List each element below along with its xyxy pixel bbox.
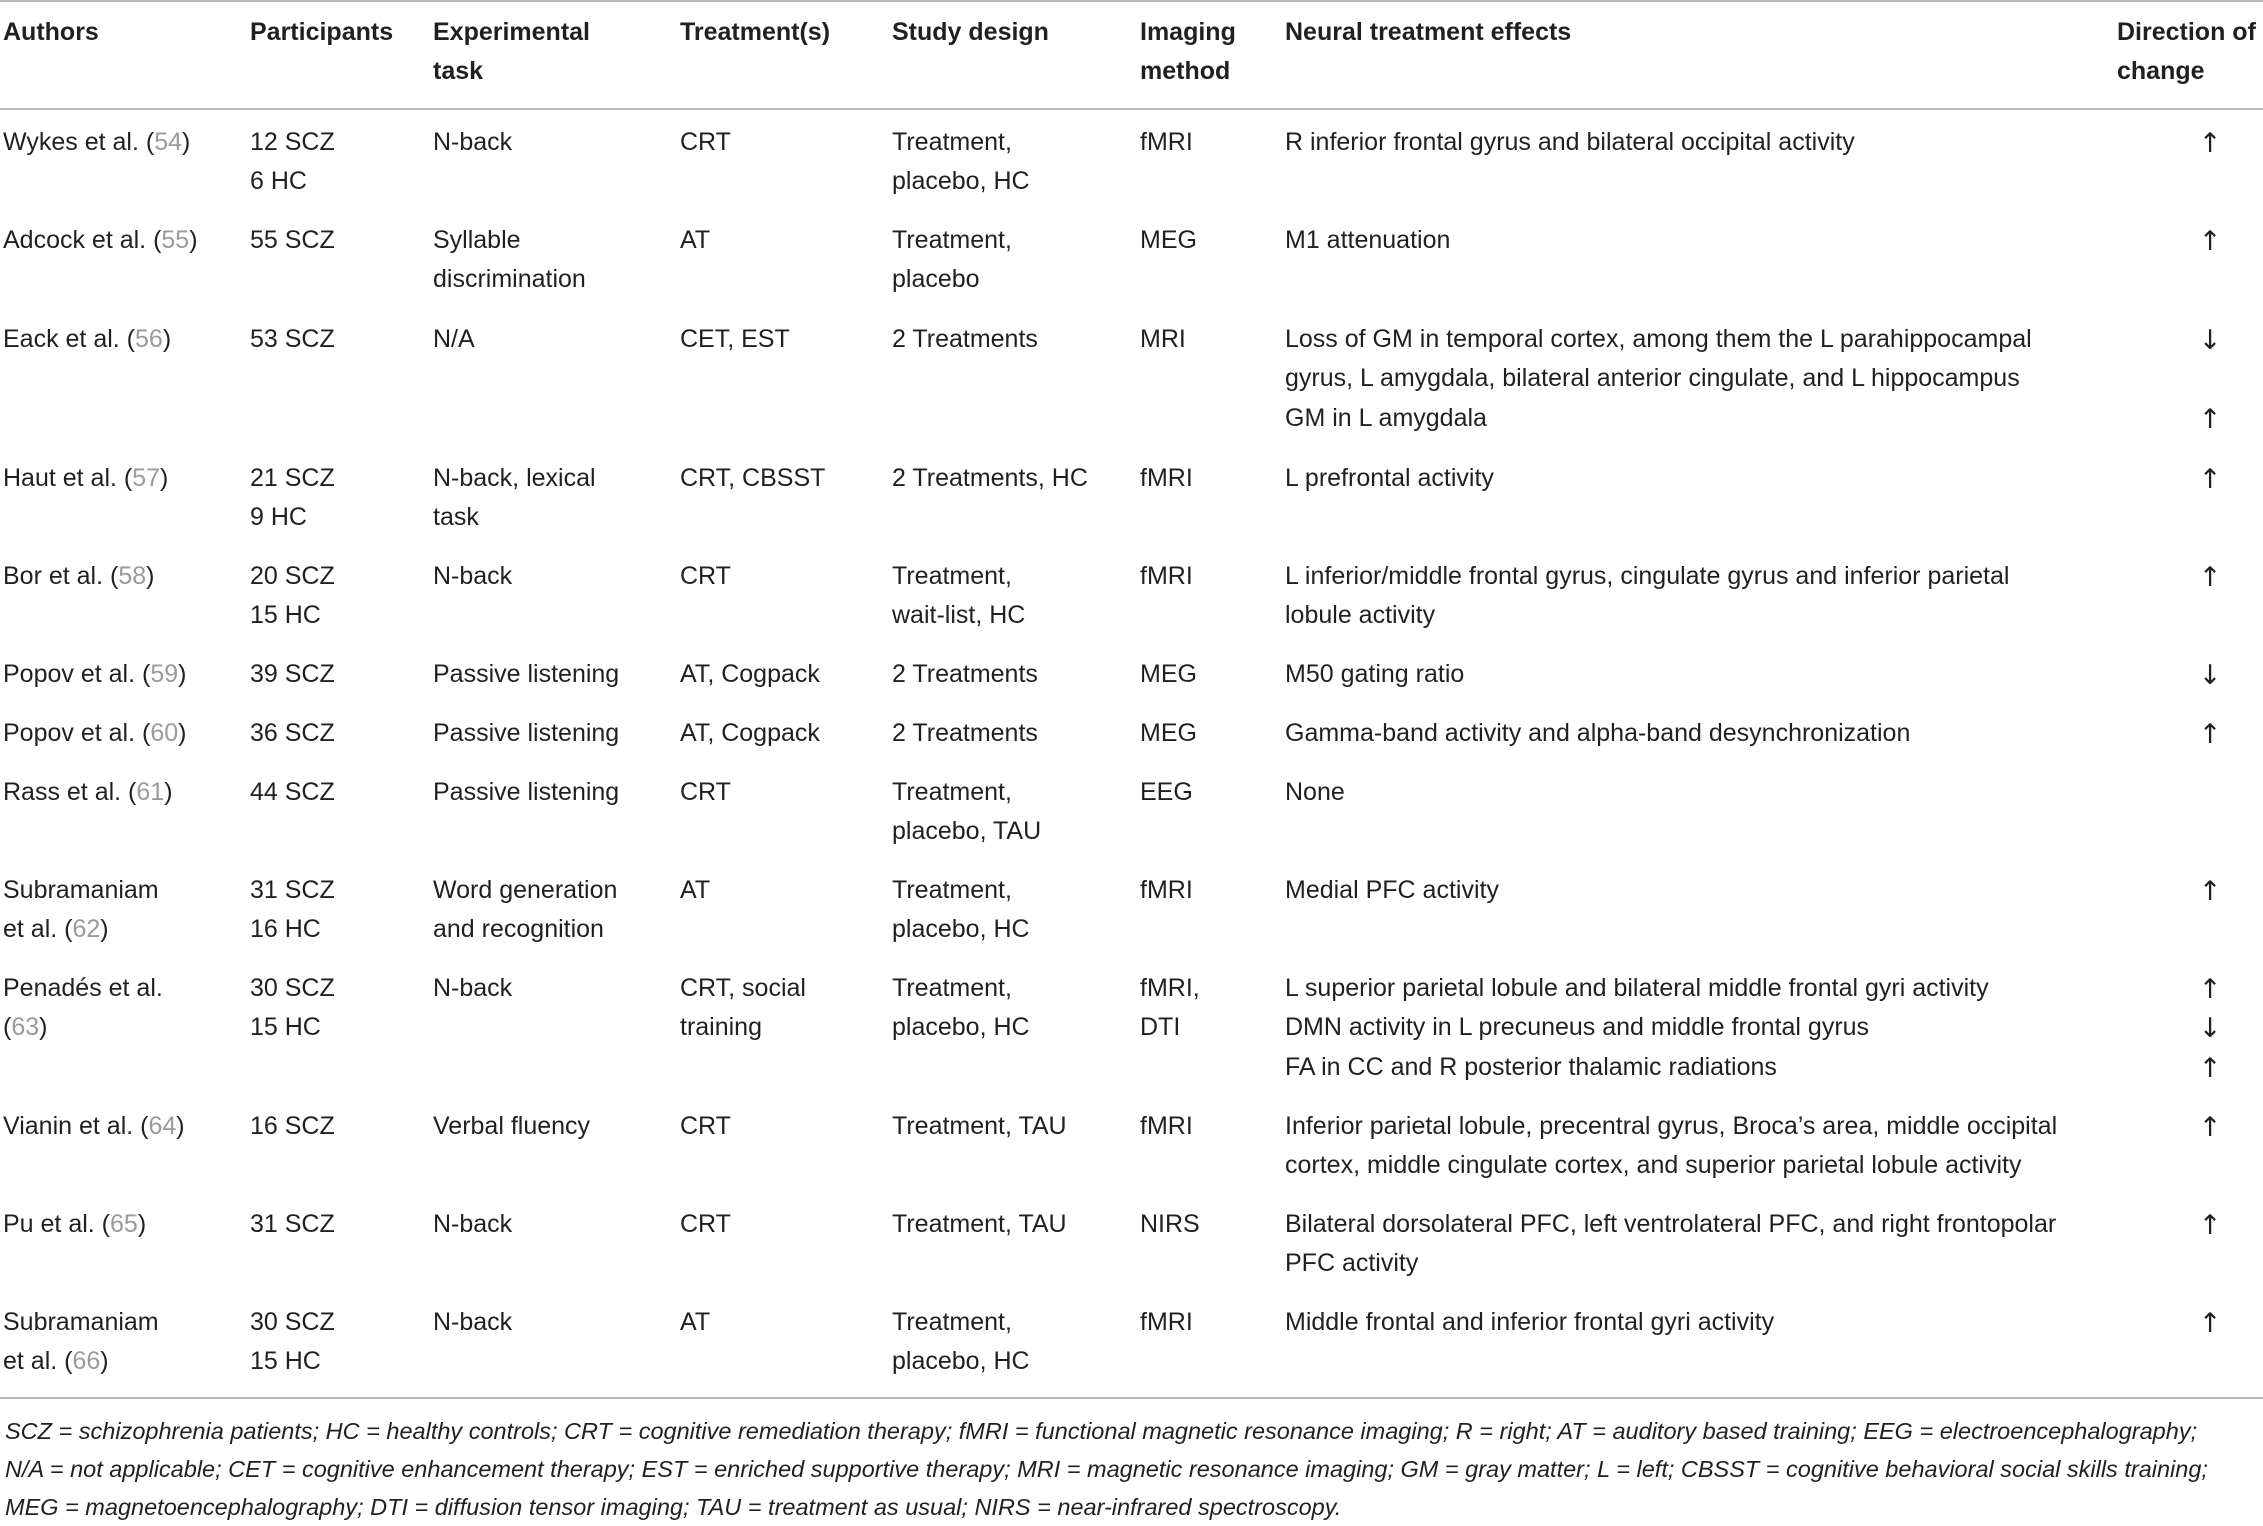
author-text-close: ) [189, 226, 198, 254]
task-cell: Word generation [433, 876, 618, 904]
design-cell: 2 Treatments [892, 660, 1038, 688]
reference-number: 60 [150, 719, 179, 747]
author-cell [3, 458, 168, 498]
author-cell [3, 122, 190, 162]
imaging-cell: MEG [1140, 226, 1197, 254]
arrow-up-icon: ↑ [2198, 128, 2222, 159]
task-cell: Verbal fluency [433, 1112, 591, 1140]
imaging-cell: MRI [1140, 325, 1186, 353]
task-cell: N-back [433, 128, 513, 156]
design-cell: Treatment, [892, 1308, 1012, 1336]
design-cell: Treatment, TAU [892, 1112, 1067, 1140]
header-participants: Participants [250, 18, 394, 46]
treatments-cell: AT [680, 876, 711, 904]
table-header-rule [0, 108, 2263, 110]
header-imaging: method [1140, 57, 1231, 86]
participants-cell: 16 SCZ [250, 1112, 335, 1140]
arrow-up-icon: ↑ [2198, 226, 2222, 257]
task-cell: discrimination [433, 265, 586, 294]
author-cell [3, 220, 198, 260]
author-text: Adcock et al. ( [3, 226, 162, 254]
design-cell: Treatment, [892, 226, 1012, 254]
author-cell [3, 772, 173, 812]
participants-cell: 20 SCZ [250, 562, 335, 590]
reference-number: 59 [150, 660, 179, 688]
author-text: Popov et al. ( [3, 719, 151, 747]
imaging-cell: fMRI [1140, 1112, 1193, 1140]
participants-cell: 6 HC [250, 167, 307, 196]
footnote-line: SCZ = schizophrenia patients; HC = healthy controls; CRT = cognitive remediation therapy; fMRI = functional magnetic resonance imaging; R = right; AT = auditory based training; EEG = electroencephalography; [5, 1418, 2198, 1444]
author-cell [3, 319, 171, 359]
table-bottom-rule [0, 1397, 2263, 1399]
design-cell: placebo, TAU [892, 817, 1042, 846]
arrow-up-icon: ↑ [2198, 974, 2222, 1005]
author-cell [3, 1204, 146, 1244]
treatments-cell: AT [680, 226, 711, 254]
design-cell: Treatment, [892, 128, 1012, 156]
task-cell: task [433, 503, 479, 532]
reference-number: 63 [11, 1013, 40, 1042]
effects-cell: Gamma-band activity and alpha-band desynchronization [1285, 719, 1911, 747]
design-cell: placebo, HC [892, 167, 1030, 196]
effects-cell: M1 attenuation [1285, 226, 1451, 254]
reference-number: 55 [161, 226, 190, 254]
reference-number: 65 [110, 1210, 138, 1238]
effects-cell: cortex, middle cingulate cortex, and superior parietal lobule activity [1285, 1151, 2022, 1180]
participants-cell: 12 SCZ [250, 128, 335, 156]
author-text-close: ) [137, 1210, 147, 1238]
task-cell: Syllable [433, 226, 521, 254]
footnote-line: N/A = not applicable; CET = cognitive enhancement therapy; EST = enriched supportive therapy; MRI = magnetic resonance imaging; GM = gray matter; L = left; CBSST = cognitive behavioral social skills training; [5, 1456, 2208, 1482]
author-text: Bor et al. ( [3, 562, 119, 590]
task-cell: Passive listening [433, 660, 620, 688]
author-text: Subramaniam [3, 876, 159, 904]
arrow-up-icon: ↑ [2198, 1112, 2222, 1143]
imaging-cell: fMRI [1140, 876, 1193, 904]
author-text: Wykes et al. ( [3, 128, 155, 156]
design-cell: placebo, HC [892, 1013, 1030, 1042]
author-text-close: ) [164, 778, 173, 806]
design-cell: wait-list, HC [892, 601, 1026, 630]
task-cell: and recognition [433, 915, 604, 944]
author-text: Haut et al. ( [3, 464, 133, 492]
arrow-up-icon: ↑ [2198, 464, 2222, 495]
task-cell: N-back [433, 1308, 513, 1336]
participants-cell: 39 SCZ [250, 660, 335, 688]
header-treatments: Treatment(s) [680, 18, 831, 46]
reference-number: 62 [72, 915, 101, 944]
author-text-close: ) [162, 325, 172, 353]
effects-cell: L superior parietal lobule and bilateral middle frontal gyri activity [1285, 974, 1989, 1002]
author-text: Vianin et al. ( [3, 1112, 149, 1140]
effects-cell: Medial PFC activity [1285, 876, 1499, 904]
treatments-cell: CRT [680, 1112, 731, 1140]
effects-cell: R inferior frontal gyrus and bilateral occipital activity [1285, 128, 1855, 156]
design-cell: Treatment, [892, 876, 1012, 904]
treatments-cell: CET, EST [680, 325, 790, 353]
participants-cell: 15 HC [250, 1013, 321, 1042]
design-cell: 2 Treatments [892, 719, 1038, 747]
design-cell: placebo [892, 265, 980, 294]
imaging-cell: MEG [1140, 660, 1197, 688]
treatments-cell: CRT [680, 1210, 731, 1238]
arrow-down-icon: ↓ [2198, 1013, 2222, 1045]
design-cell: placebo, HC [892, 915, 1030, 944]
effects-cell: GM in L amygdala [1285, 403, 1487, 432]
reference-number: 58 [118, 562, 147, 590]
imaging-cell: MEG [1140, 719, 1197, 747]
participants-cell: 15 HC [250, 601, 321, 630]
imaging-cell: NIRS [1140, 1210, 1200, 1238]
design-cell: Treatment, [892, 562, 1012, 590]
effects-cell: PFC activity [1285, 1249, 1419, 1278]
treatments-cell: AT, Cogpack [680, 660, 820, 688]
header-imaging: Imaging [1140, 18, 1236, 46]
author-text: Eack et al. ( [3, 325, 135, 353]
imaging-cell: EEG [1140, 778, 1193, 806]
author-text: Rass et al. ( [3, 778, 137, 806]
header-task: task [433, 57, 484, 86]
participants-cell: 30 SCZ [250, 1308, 335, 1336]
arrow-up-icon: ↑ [2198, 719, 2222, 750]
author-text-close: ) [160, 464, 169, 492]
header-task: Experimental [433, 18, 591, 46]
author-text: Pu et al. ( [3, 1210, 110, 1238]
treatments-cell: CRT, CBSST [680, 464, 826, 492]
effects-cell: Loss of GM in temporal cortex, among them the L parahippocampal [1285, 325, 2032, 353]
treatments-cell: CRT [680, 128, 731, 156]
imaging-cell: fMRI, [1140, 974, 1200, 1002]
imaging-cell: fMRI [1140, 128, 1193, 156]
participants-cell: 15 HC [250, 1347, 321, 1376]
task-cell: Passive listening [433, 719, 620, 747]
header-authors: Authors [3, 18, 99, 46]
participants-cell: 16 HC [250, 915, 321, 944]
reference-number: 56 [135, 325, 163, 353]
reference-number: 57 [132, 464, 161, 492]
design-cell: 2 Treatments [892, 325, 1038, 353]
author-text-close: ) [146, 562, 155, 590]
author-text-close: ) [182, 128, 191, 156]
design-cell: placebo, HC [892, 1347, 1030, 1376]
author-cell [3, 1302, 159, 1342]
author-cell [3, 1341, 109, 1381]
effects-cell: lobule activity [1285, 601, 1436, 630]
design-cell: 2 Treatments, HC [892, 464, 1088, 492]
reference-number: 61 [136, 778, 165, 806]
task-cell: N-back [433, 1210, 513, 1238]
participants-cell: 55 SCZ [250, 226, 335, 254]
effects-cell: Middle frontal and inferior frontal gyri activity [1285, 1308, 1775, 1336]
effects-cell: DMN activity in L precuneus and middle frontal gyrus [1285, 1013, 1870, 1042]
author-cell [3, 713, 186, 753]
participants-cell: 44 SCZ [250, 778, 335, 806]
arrow-down-icon: ↓ [2198, 660, 2222, 691]
treatments-cell: CRT, social [680, 974, 806, 1002]
author-text-close: ) [176, 1112, 185, 1140]
arrow-up-icon: ↑ [2198, 562, 2222, 593]
task-cell: N-back [433, 974, 513, 1002]
author-text-close: ) [100, 915, 109, 944]
effects-cell: L inferior/middle frontal gyrus, cingulate gyrus and inferior parietal [1285, 562, 2010, 590]
participants-cell: 36 SCZ [250, 719, 335, 747]
arrow-down-icon: ↓ [2198, 325, 2222, 356]
design-cell: Treatment, [892, 778, 1012, 806]
author-text-close: ) [178, 719, 187, 747]
author-cell [3, 870, 159, 910]
imaging-cell: fMRI [1140, 464, 1193, 492]
header-direction: Direction of [2117, 18, 2256, 46]
author-text: ( [3, 1013, 12, 1042]
author-cell [3, 1007, 47, 1047]
treatments-cell: CRT [680, 778, 731, 806]
table-top-rule [0, 0, 2263, 2]
participants-cell: 31 SCZ [250, 1210, 335, 1238]
effects-cell: M50 gating ratio [1285, 660, 1465, 688]
treatments-cell: AT [680, 1308, 711, 1336]
imaging-cell: fMRI [1140, 1308, 1193, 1336]
author-text: Subramaniam [3, 1308, 159, 1336]
author-cell [3, 968, 163, 1008]
author-text: et al. ( [3, 1347, 73, 1376]
effects-cell: Bilateral dorsolateral PFC, left ventrolateral PFC, and right frontopolar [1285, 1210, 2057, 1238]
treatments-cell: AT, Cogpack [680, 719, 820, 747]
participants-cell: 21 SCZ [250, 464, 335, 492]
imaging-cell: DTI [1140, 1013, 1181, 1042]
task-cell: N-back, lexical [433, 464, 596, 492]
header-effects: Neural treatment effects [1285, 18, 1572, 46]
effects-cell: None [1285, 778, 1345, 806]
effects-cell: FA in CC and R posterior thalamic radiations [1285, 1052, 1777, 1081]
design-cell: Treatment, TAU [892, 1210, 1067, 1238]
arrow-up-icon: ↑ [2198, 1210, 2222, 1241]
header-design: Study design [892, 18, 1049, 46]
author-text-close: ) [39, 1013, 48, 1042]
header-direction: change [2117, 57, 2205, 86]
author-cell [3, 1106, 185, 1146]
arrow-up-icon: ↑ [2198, 1052, 2222, 1084]
author-cell [3, 909, 109, 949]
task-cell: N/A [433, 325, 475, 353]
author-text: Popov et al. ( [3, 660, 151, 688]
arrow-up-icon: ↑ [2198, 876, 2222, 907]
author-text: Penadés et al. [3, 974, 163, 1002]
author-cell [3, 654, 186, 694]
effects-cell: L prefrontal activity [1285, 464, 1494, 492]
imaging-cell: fMRI [1140, 562, 1193, 590]
reference-number: 64 [148, 1112, 177, 1140]
arrow-up-icon: ↑ [2198, 403, 2222, 435]
author-text: et al. ( [3, 915, 73, 944]
design-cell: Treatment, [892, 974, 1012, 1002]
treatments-cell: training [680, 1013, 762, 1042]
participants-cell: 30 SCZ [250, 974, 335, 1002]
task-cell: Passive listening [433, 778, 620, 806]
participants-cell: 31 SCZ [250, 876, 335, 904]
effects-cell: gyrus, L amygdala, bilateral anterior cingulate, and L hippocampus [1285, 364, 2020, 393]
author-text-close: ) [178, 660, 187, 688]
participants-cell: 9 HC [250, 503, 307, 532]
author-text-close: ) [100, 1347, 109, 1376]
participants-cell: 53 SCZ [250, 325, 335, 353]
task-cell: N-back [433, 562, 513, 590]
treatments-cell: CRT [680, 562, 731, 590]
effects-cell: Inferior parietal lobule, precentral gyrus, Broca’s area, middle occipital [1285, 1112, 2058, 1140]
reference-number: 54 [154, 128, 183, 156]
footnote-line: MEG = magnetoencephalography; DTI = diffusion tensor imaging; TAU = treatment as usual; NIRS = near-infrared spectroscopy. [5, 1494, 1342, 1520]
reference-number: 66 [72, 1347, 101, 1376]
author-cell [3, 556, 154, 596]
arrow-up-icon: ↑ [2198, 1308, 2222, 1339]
